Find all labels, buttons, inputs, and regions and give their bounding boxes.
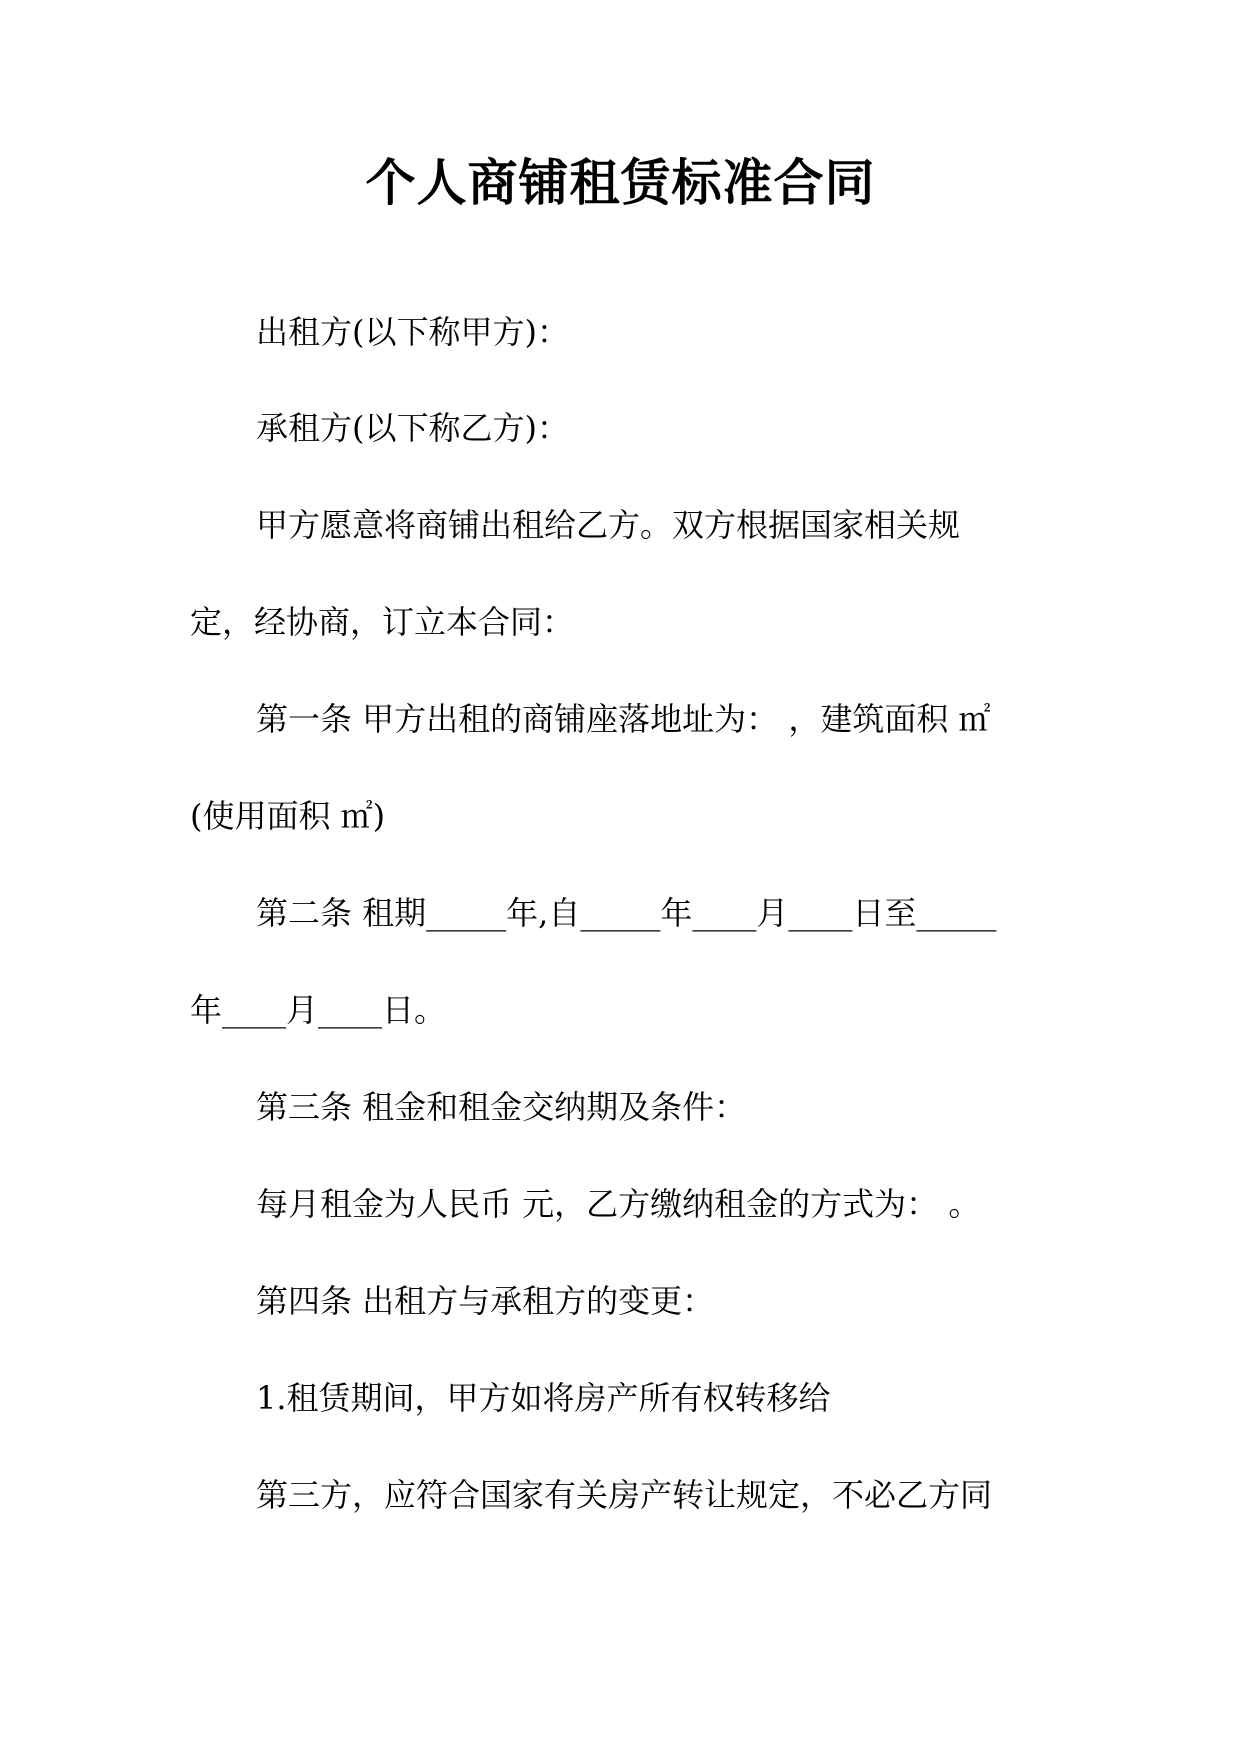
document-title: 个人商铺租赁标准合同 (365, 153, 876, 212)
article-4-heading: 第四条 出租方与承租方的变更： (256, 1282, 715, 1320)
preamble-line-1: 甲方愿意将商铺出租给乙方。双方根据国家相关规 (256, 506, 961, 544)
preamble-line-2: 定，经协商，订立本合同： (190, 603, 575, 641)
article-1-line-1: 第一条 甲方出租的商铺座落地址为： ，建筑面积 ㎡ (256, 700, 991, 738)
lessee-line: 承租方(以下称乙方)： (256, 409, 569, 447)
lessor-line: 出租方(以下称甲方)： (256, 313, 569, 351)
article-3-rent-line: 每月租金为人民币 元，乙方缴纳租金的方式为： 。 (256, 1185, 981, 1223)
article-2-line-1: 第二条 租期_____年,自_____年____月____日至_____ (256, 894, 997, 932)
article-1-line-2: (使用面积 ㎡) (190, 797, 386, 835)
article-2-line-2: 年____月____日。 (190, 991, 447, 1029)
article-4-item-1-line-2: 第三方，应符合国家有关房产转让规定，不必乙方同 (256, 1476, 993, 1514)
article-3-heading: 第三条 租金和租金交纳期及条件： (256, 1088, 747, 1126)
article-4-item-1-line-1: 1.租赁期间，甲方如将房产所有权转移给 (256, 1379, 831, 1417)
